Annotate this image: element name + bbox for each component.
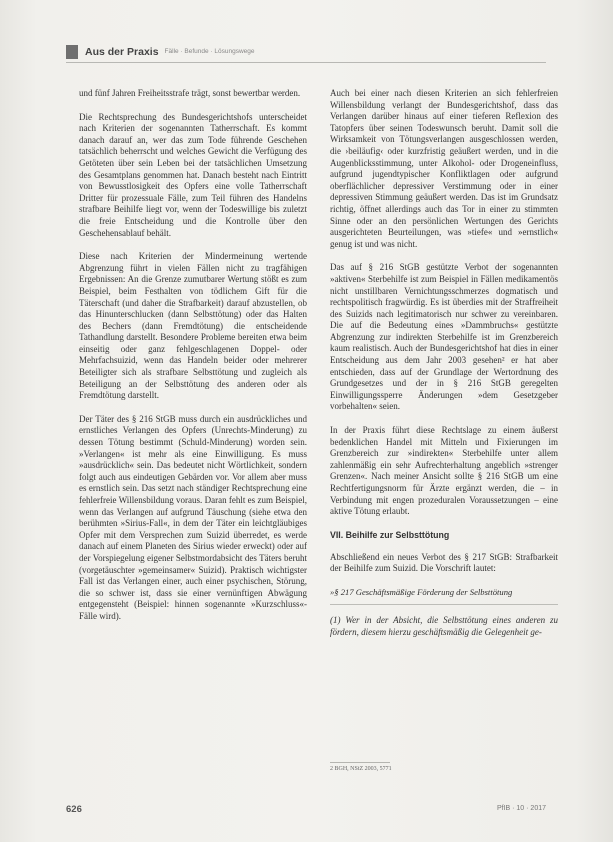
paragraph: In der Praxis führt diese Rechtslage zu einem äußerst bedenklichen Handel mit Mitteln und Fixierungen im Grenzbereich zur »indirekten« Sterbehilfe unter allem zahlenmäßig ein sehr Aufrechterhaltung angeblich »strenger Grenzen«. Nach meiner Ansicht sollte § 216 StGB um eine Rechtfertigungsnorm für Ärzte ergänzt werden, die – in Verbindung mit engen prozeduralen Voraussetzungen – eine aktive Tötung erlaubt. bbox=[330, 425, 558, 517]
footnote-divider bbox=[330, 762, 390, 763]
paragraph: Die Rechtsprechung des Bundesgerichtshofs unterscheidet nach Kriterien der sogenannten Tatherrschaft. Es kommt danach darauf an, wer das zum Tode führende Geschehen tatsächlich beherrscht und welches Gewicht die Verfügung des Getöteten über sein Leben bei der tatsächlichen Umsetzung des Gesamtplans genommen hat. Danach besteht nach Eintritt von Bewusstlosigkeit des Opfers eine volle Tatherrschaft Dritter für prozessuale Fälle, zum Teil führen des Handelns strafbare Beihilfe liegt vor, wenn der Todeswillige bis zuletzt die freie Entscheidung und die Kontrolle über den Geschehensablauf behält. bbox=[79, 111, 307, 238]
law-heading: »§ 217 Geschäftsmäßige Förderung der Selbsttötung bbox=[330, 586, 513, 597]
section-subtitle: Fälle · Befunde · Lösungswege bbox=[164, 48, 255, 55]
header-divider bbox=[66, 62, 546, 63]
paragraph: Das auf § 216 StGB gestützte Verbot der sogenannten »aktiven« Sterbehilfe ist zum Beispiel in Fällen medikamentös nicht unstillbaren Vernichtungsschmerzes dogmatisch und rechtspolitisch fragwürdig. Es ist überdies mit der Straffreiheit des Suizids nach legitimatorisch nur schwer zu vereinbaren. Die auf die Bedeutung eines »Dammbruchs« gestützte Abgrenzung zur indirekten Sterbehilfe ist im Grenzbereich kaum realistisch. Auch der Bundesgerichtshof hat dies in einer Entscheidung aus dem Jahr 2003 gesehen² er hat aber entschieden, dass auf der Grundlage der Wertordnung des Grundgesetzes und der in § 216 StGB geregelten Einwilligungssperre Änderungen »dem Gesetzgeber vorbehalten« seien. bbox=[330, 262, 558, 412]
section-title: Aus der Praxis bbox=[85, 45, 159, 58]
left-column bbox=[79, 88, 307, 623]
section-marker-block bbox=[66, 45, 78, 59]
paragraph: Diese nach Kriterien der Mindermeinung wertende Abgrenzung führt in vielen Fällen nicht zu tragfähigen Ergebnissen: An die Grenze zumutbarer Wertung stößt es zum Beispiel, beim Festhalten von tödlichem Gift für die Täterschaft (und daher die Strafbarkeit) darauf abzustellen, ob das Hinunterschlucken (dann Selbsttötung) oder das Halten des Bechers (dann Fremdtötung) die entscheidende Tathandlung darstellt. Besondere Probleme bereiten etwa beim einseitig oder ganz fehlgeschlagenen Doppel- oder Mehrfachsuizid, wenn das Handeln beider oder mehrerer Beteiligter sich als strafbare Selbsttötung und zugleich als Beteiligung an der Selbsttötung des anderen oder als Fremdtötung darstellt. bbox=[79, 251, 307, 401]
paragraph: Der Täter des § 216 StGB muss durch ein ausdrückliches und ernstliches Verlangen des Opfers (Unrechts-Minderung) zu dessen Tötung bestimmt (Schuld-Minderung) worden sein. »Verlangen« ist mehr als eine Einwilligung. Es muss »ausdrücklich« sein. Das bedeutet nicht Wörtlichkeit, sondern folgt auch aus eindeutigen Gebärden vor. Vor allem aber muss es ernstlich sein. Das setzt nach ständiger Rechtsprechung eine fehlerfreie Willensbildung voraus. Daran fehlt es zum Beispiel, wenn das Verlangen auf aufgrund Täuschung (siehe etwa den berühmten »Sirius-Fall«, in dem der Täter ein leichtgläubiges Opfer mit dem Versprechen zum Suizid überredet, es werde danach auf einem Planeten des Sirius wieder erweckt) oder auf der Vorspiegelung eigener Selbstmordabsicht des Täters beruht (vorgetäuschter »gemeinsamer« Suizid). Praktisch wichtigster Fall ist das Verlangen einer, auch einer psychischen, Störung, die so schwer ist, dass sie einer vernünftigen Abwägung entgegensteht (Beispiel: hinnen sogenannte »Kurzschluss«-Fälle wird). bbox=[79, 413, 307, 621]
section-heading: VII. Beihilfe zur Selbsttötung bbox=[330, 529, 450, 540]
law-divider bbox=[330, 604, 558, 605]
paragraph: und fünf Jahren Freiheitsstrafe trägt, sonst bewertbar werden. bbox=[79, 88, 301, 98]
running-header bbox=[66, 44, 326, 59]
paragraph: Auch bei einer nach diesen Kriterien an sich fehlerfreien Willensbildung verlangt der Bundesgerichtshof, dass das Verlangen darüber hinaus auf einer tieferen Reflexion des Tatopfers über seinen Todeswunsch beruht. Damit soll die Wirksamkeit von Tötungsverlangen ausgeschlossen werden, die ›beiläufig‹ oder kurzfristig geäußert werden, und in die Augenblicksstimmung, unter Alkohol- oder Drogeneinfluss, aufgrund jugendtypischer Konfliktlagen oder aufgrund oberflächlicher depressiver Verstimmung oder in einer depressiven Stimmung geäußert werden. Das ist im Grundsatz richtig, öffnet allerdings auch das Tor in einer zu stimmten Sinne oder an den persönlichen Wertungen des Gerichts ausgerichteten Beurteilungen, was »tiefe« und »ernstlich« genug ist und was nicht. bbox=[330, 88, 558, 249]
law-text: (1) Wer in der Absicht, die Selbsttötung eines anderen zu fördern, diesem hierzu geschäftsmäßig die Gelegenheit ge- bbox=[330, 614, 558, 637]
page-number: 626 bbox=[66, 804, 82, 815]
footnote: 2 BGH, NStZ 2003, 5771 bbox=[330, 766, 392, 772]
paragraph: Abschließend ein neues Verbot des § 217 StGB: Strafbarkeit der Beihilfe zum Suizid. Die Vorschrift lautet: bbox=[330, 551, 558, 574]
journal-reference: PfIB · 10 · 2017 bbox=[496, 805, 546, 812]
right-column bbox=[330, 88, 558, 650]
